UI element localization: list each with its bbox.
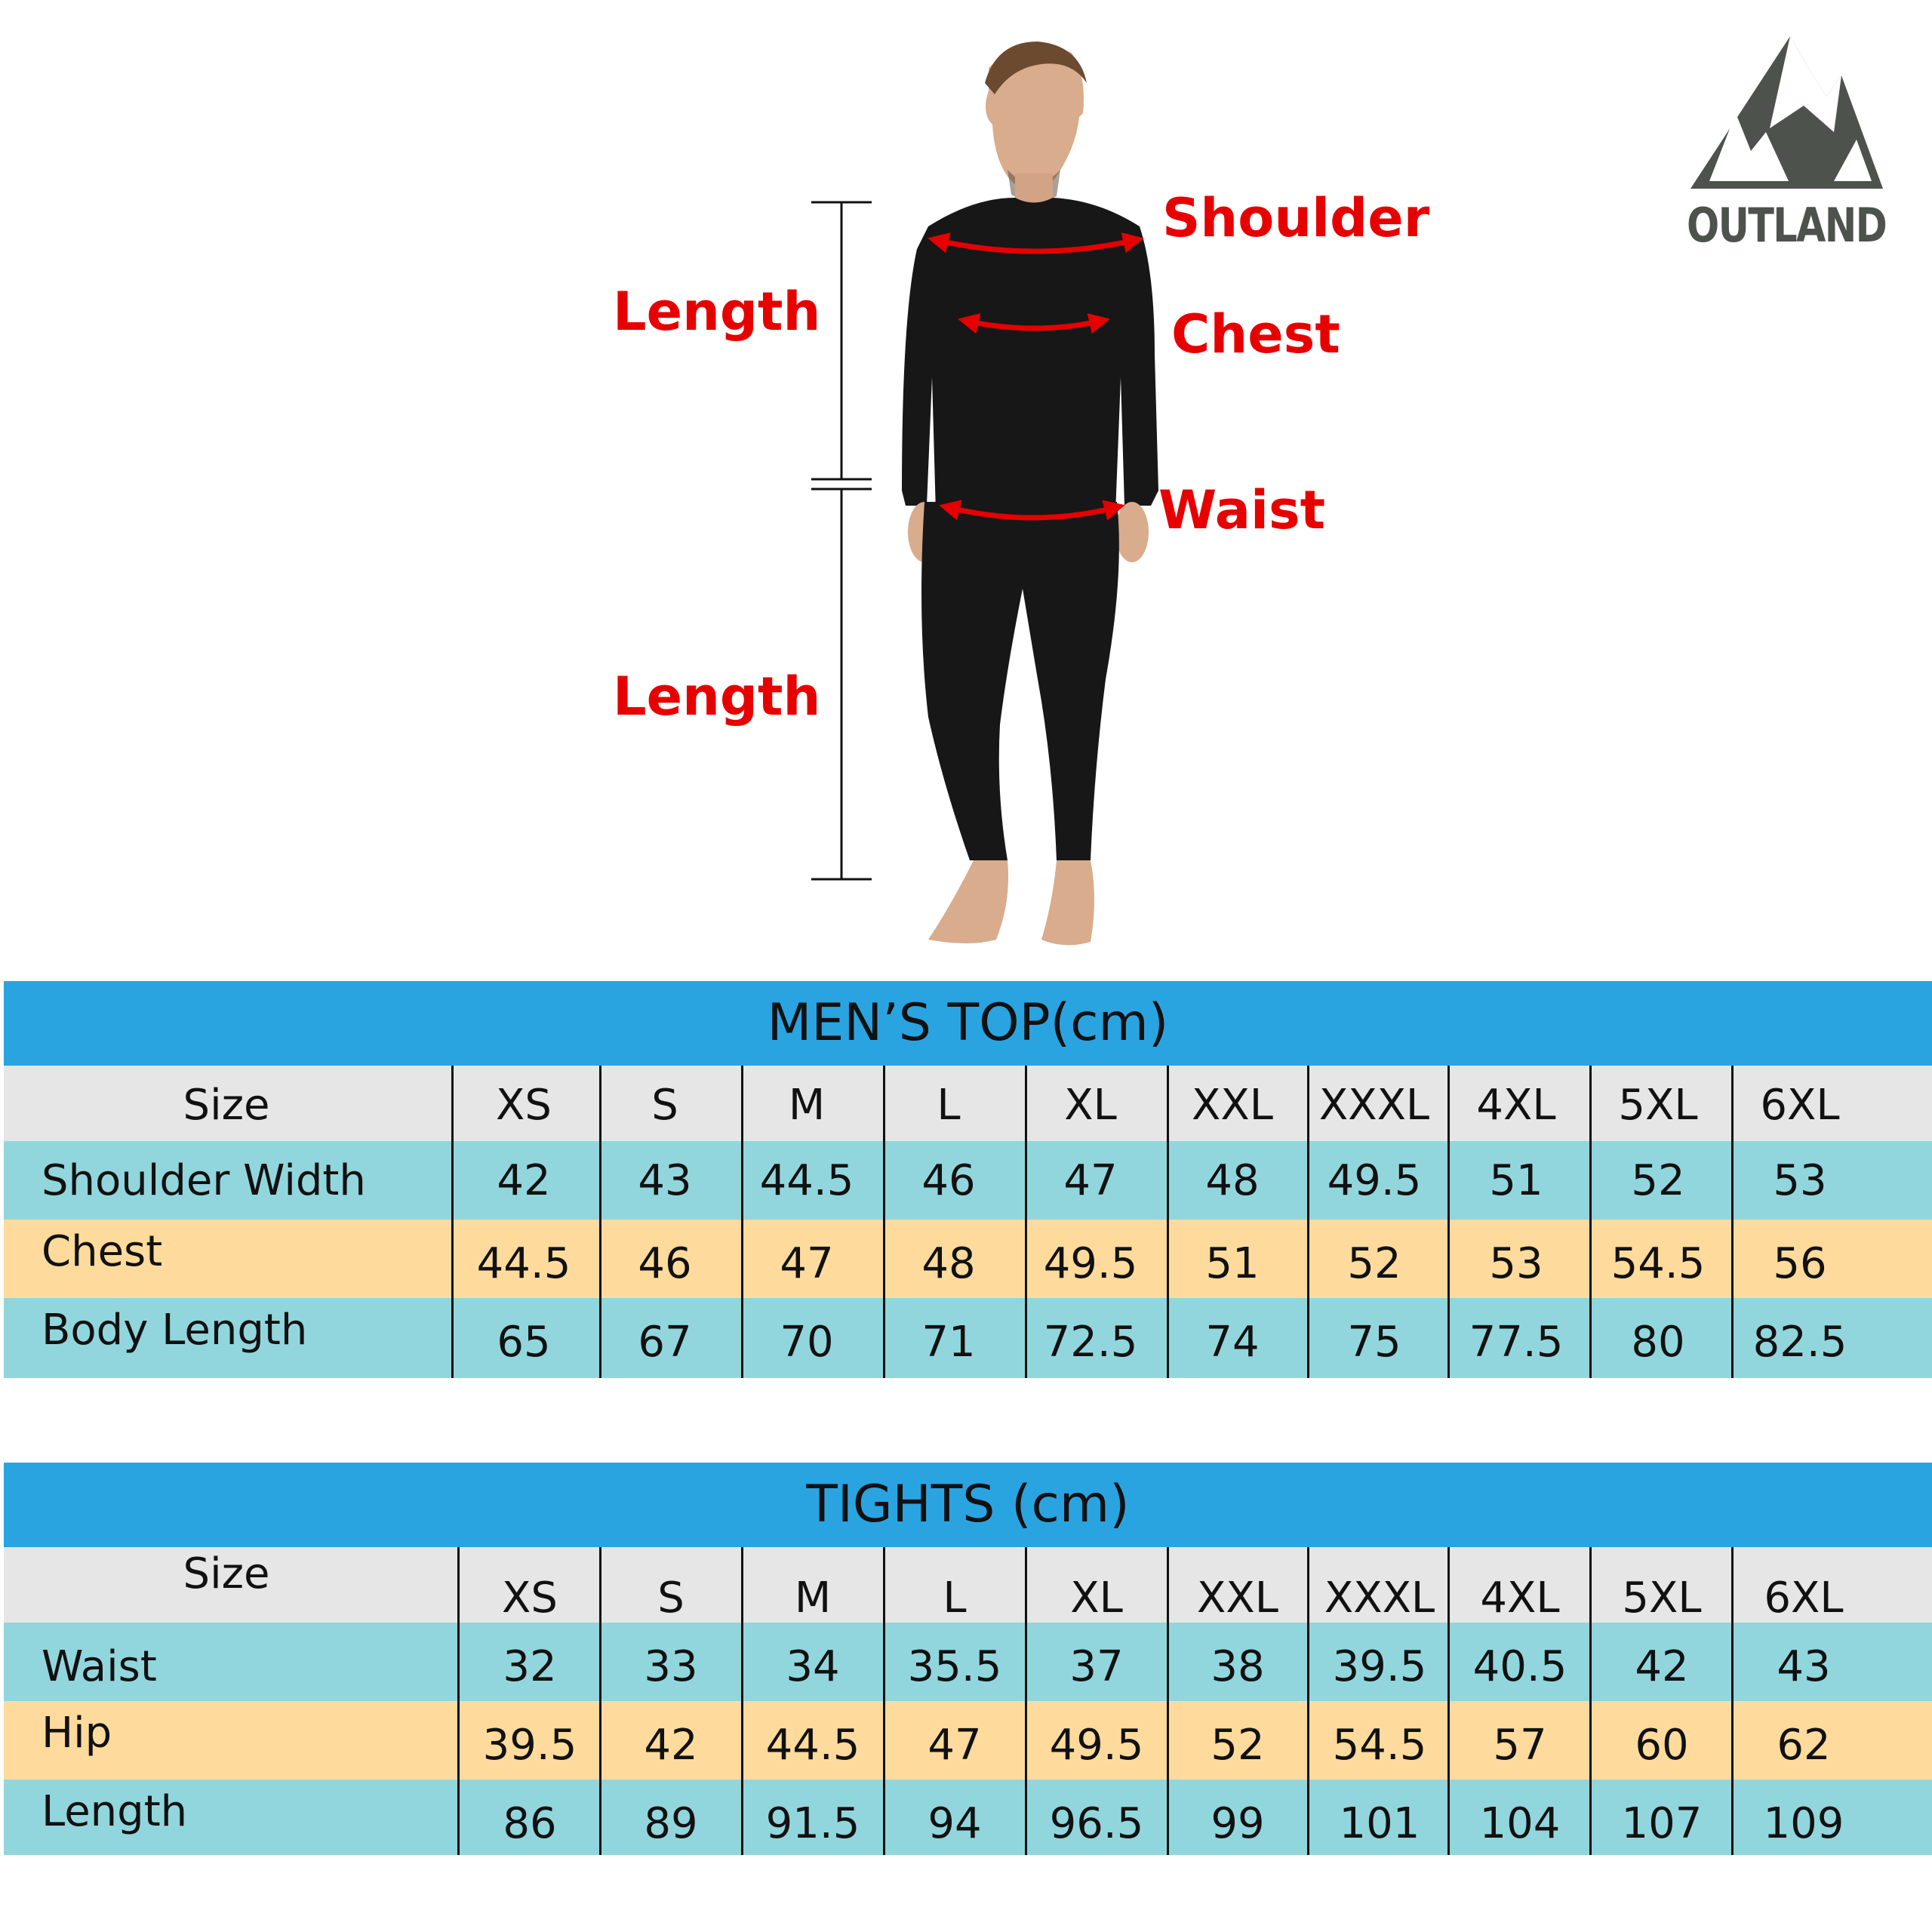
table-cell: 43	[1777, 1642, 1831, 1691]
table-cell: 44.5	[765, 1721, 860, 1770]
size-header-cell: 5XL	[1622, 1574, 1702, 1623]
table-cell: 80	[1631, 1318, 1685, 1367]
table-cell: 74	[1205, 1318, 1260, 1367]
size-header-cell: XL	[1070, 1574, 1123, 1623]
column-divider	[1447, 1547, 1450, 1855]
table-cell: 75	[1347, 1318, 1401, 1367]
tights-table	[4, 1463, 1932, 1855]
column-divider	[1589, 1066, 1592, 1378]
size-header-cell: L	[937, 1081, 961, 1130]
table-cell: 32	[503, 1642, 557, 1691]
size-header-cell: XXXL	[1318, 1081, 1430, 1130]
size-header-cell: S	[651, 1081, 678, 1130]
table-cell: 94	[928, 1799, 982, 1848]
table-cell: 86	[503, 1799, 557, 1848]
column-divider	[1307, 1066, 1309, 1378]
model-head	[985, 42, 1087, 208]
table-cell: 37	[1069, 1642, 1124, 1691]
table-cell: 47	[928, 1721, 982, 1770]
column-divider	[741, 1066, 743, 1378]
table-cell: 44.5	[476, 1239, 571, 1288]
column-divider	[457, 1547, 460, 1855]
table-cell: 44.5	[759, 1156, 854, 1205]
size-header-cell: XS	[502, 1574, 558, 1623]
table-cell: 38	[1211, 1642, 1265, 1691]
column-divider	[599, 1066, 601, 1378]
chest-label: Chest	[1171, 303, 1340, 365]
column-divider	[1731, 1066, 1734, 1378]
tights-title: TIGHTS (cm)	[4, 1463, 1932, 1547]
tights-header-row	[4, 1547, 1932, 1623]
table-cell: 33	[644, 1642, 698, 1691]
row-label: Shoulder Width	[42, 1156, 366, 1205]
column-divider	[1307, 1547, 1309, 1855]
table-cell: 51	[1205, 1239, 1260, 1288]
column-divider	[883, 1547, 885, 1855]
row-label: Hip	[42, 1709, 112, 1758]
column-divider	[1731, 1547, 1734, 1855]
model-tights	[921, 502, 1119, 860]
waist-label: Waist	[1158, 479, 1326, 541]
column-divider	[1589, 1547, 1592, 1855]
table-cell: 49.5	[1327, 1156, 1422, 1205]
table-cell: 70	[780, 1318, 834, 1367]
table-cell: 42	[644, 1721, 698, 1770]
table-cell: 47	[780, 1239, 834, 1288]
table-row	[4, 1298, 1932, 1378]
table-cell: 104	[1479, 1799, 1561, 1848]
table-cell: 51	[1489, 1156, 1543, 1205]
table-cell: 46	[638, 1239, 692, 1288]
table-cell: 49.5	[1043, 1239, 1138, 1288]
mens-top-title: MEN’S TOP(cm)	[4, 981, 1932, 1066]
column-divider	[599, 1547, 601, 1855]
table-cell: 60	[1635, 1721, 1689, 1770]
column-divider	[1025, 1547, 1027, 1855]
table-cell: 52	[1211, 1721, 1265, 1770]
table-cell: 67	[638, 1318, 692, 1367]
column-divider	[451, 1066, 454, 1378]
column-divider	[1167, 1066, 1169, 1378]
table-cell: 82.5	[1752, 1318, 1847, 1367]
mens-top-table	[4, 981, 1932, 1381]
table-cell: 101	[1339, 1799, 1420, 1848]
table-row	[4, 1701, 1932, 1780]
size-header-label: Size	[183, 1081, 270, 1130]
table-cell: 34	[786, 1642, 840, 1691]
row-label: Body Length	[42, 1306, 308, 1355]
brand-logo-text: OUTLAND	[1687, 198, 1887, 253]
mens-top-header-row	[4, 1066, 1932, 1141]
table-cell: 65	[497, 1318, 551, 1367]
table-cell: 40.5	[1472, 1642, 1567, 1691]
column-divider	[883, 1066, 885, 1378]
table-cell: 42	[497, 1156, 551, 1205]
size-header-cell: XXL	[1197, 1574, 1278, 1623]
table-cell: 39.5	[1332, 1642, 1427, 1691]
table-cell: 48	[921, 1239, 976, 1288]
row-label: Waist	[42, 1642, 157, 1691]
table-cell: 56	[1773, 1239, 1827, 1288]
table-cell: 54.5	[1611, 1239, 1706, 1288]
size-header-cell: 4XL	[1480, 1574, 1560, 1623]
table-row	[4, 1220, 1932, 1298]
table-cell: 48	[1205, 1156, 1260, 1205]
table-cell: 43	[638, 1156, 692, 1205]
table-cell: 35.5	[907, 1642, 1002, 1691]
table-cell: 49.5	[1049, 1721, 1144, 1770]
row-label: Chest	[42, 1227, 163, 1276]
table-cell: 96.5	[1049, 1799, 1144, 1848]
size-header-cell: S	[657, 1574, 685, 1623]
size-header-cell: 6XL	[1764, 1574, 1844, 1623]
size-header-cell: 6XL	[1760, 1081, 1840, 1130]
size-header-cell: L	[943, 1574, 967, 1623]
table-cell: 54.5	[1332, 1721, 1427, 1770]
table-cell: 72.5	[1043, 1318, 1138, 1367]
size-header-cell: M	[788, 1081, 826, 1130]
table-cell: 77.5	[1469, 1318, 1564, 1367]
table-cell: 71	[921, 1318, 976, 1367]
size-header-label: Size	[183, 1549, 270, 1598]
bottom-length-label: Length	[613, 666, 821, 728]
column-divider	[1167, 1547, 1169, 1855]
size-header-cell: XXL	[1192, 1081, 1273, 1130]
table-cell: 109	[1763, 1799, 1844, 1848]
size-header-cell: M	[794, 1574, 832, 1623]
size-header-cell: XS	[496, 1081, 552, 1130]
shoulder-label: Shoulder	[1162, 187, 1430, 249]
size-header-cell: XXXL	[1324, 1574, 1435, 1623]
size-header-cell: 4XL	[1476, 1081, 1556, 1130]
table-cell: 53	[1489, 1239, 1543, 1288]
row-label: Length	[42, 1787, 188, 1836]
top-length-label: Length	[613, 281, 821, 343]
column-divider	[741, 1547, 743, 1855]
table-row	[4, 1141, 1932, 1220]
table-cell: 57	[1493, 1721, 1547, 1770]
size-header-cell: XL	[1064, 1081, 1117, 1130]
table-cell: 52	[1631, 1156, 1685, 1205]
table-cell: 39.5	[482, 1721, 577, 1770]
table-cell: 46	[921, 1156, 976, 1205]
table-cell: 52	[1347, 1239, 1401, 1288]
table-cell: 99	[1211, 1799, 1265, 1848]
table-cell: 62	[1777, 1721, 1831, 1770]
table-cell: 47	[1063, 1156, 1118, 1205]
table-row	[4, 1780, 1932, 1855]
table-cell: 91.5	[765, 1799, 860, 1848]
table-row	[4, 1623, 1932, 1701]
size-header-cell: 5XL	[1618, 1081, 1698, 1130]
column-divider	[1025, 1066, 1027, 1378]
column-divider	[1447, 1066, 1450, 1378]
table-cell: 107	[1621, 1799, 1703, 1848]
table-cell: 53	[1773, 1156, 1827, 1205]
brand-logo-icon	[1690, 36, 1883, 189]
table-cell: 89	[644, 1799, 698, 1848]
table-cell: 42	[1635, 1642, 1689, 1691]
